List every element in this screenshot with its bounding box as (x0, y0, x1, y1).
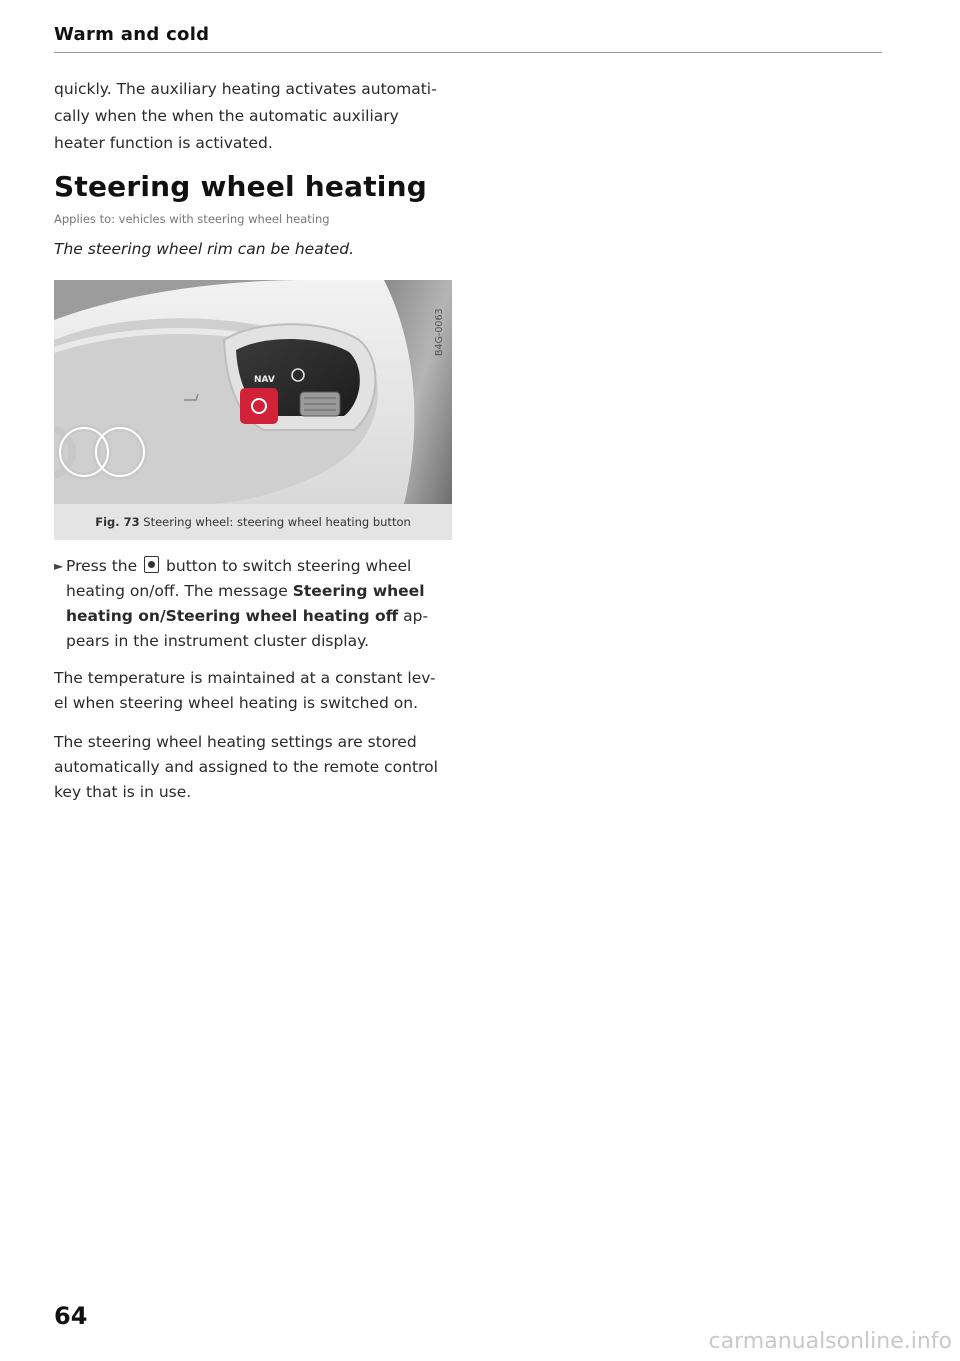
chapter-header: Warm and cold (54, 24, 210, 45)
figure-code: B4G-0063 (434, 308, 445, 356)
intro-paragraph (54, 76, 454, 157)
figure-caption-text: Steering wheel: steering wheel heating button (143, 515, 411, 529)
lead-sentence: The steering wheel rim can be heated. (54, 240, 355, 258)
instruction-text (54, 554, 454, 654)
page-number: 64 (54, 1302, 88, 1330)
applies-to-note: Applies to: vehicles with steering wheel heating (54, 212, 330, 226)
paragraph-temperature (54, 666, 454, 716)
figure-caption (54, 504, 452, 540)
section-title: Steering wheel heating (54, 170, 427, 203)
paragraph-text: The steering wheel heating settings are stored automatically and assigned to the remote control key that is in use. (54, 733, 438, 801)
steering-wheel-illustration (54, 280, 452, 504)
watermark: carmanualsonline.info (708, 1329, 952, 1354)
instruction-message: Steering wheel heating on/Steering wheel heating off (66, 582, 425, 625)
instruction-step (54, 554, 454, 654)
heating-button-red (240, 388, 278, 424)
intro-line: quickly. The auxiliary heating activates automati- (54, 80, 437, 98)
bullet-marker: ► (54, 559, 64, 573)
instruction-text-before: Press the (66, 557, 138, 575)
steering-wheel-figure (54, 280, 452, 542)
instruction-text-end: ap- pears in the instrument cluster display. (66, 607, 429, 650)
instruction-text-after: button to switch steering wheel heating on/off. The message (66, 557, 412, 600)
intro-line: cally when the when the automatic auxiliary (54, 107, 399, 125)
figure-label: Fig. 73 (95, 515, 140, 529)
header-divider (54, 52, 882, 53)
nav-label: NAV (254, 375, 275, 385)
steering-heat-button-icon (144, 556, 159, 573)
paragraph-text: The temperature is maintained at a constant lev- el when steering wheel heating is switched on. (54, 669, 436, 712)
paragraph-settings (54, 730, 454, 805)
intro-line: heater function is activated. (54, 134, 273, 152)
